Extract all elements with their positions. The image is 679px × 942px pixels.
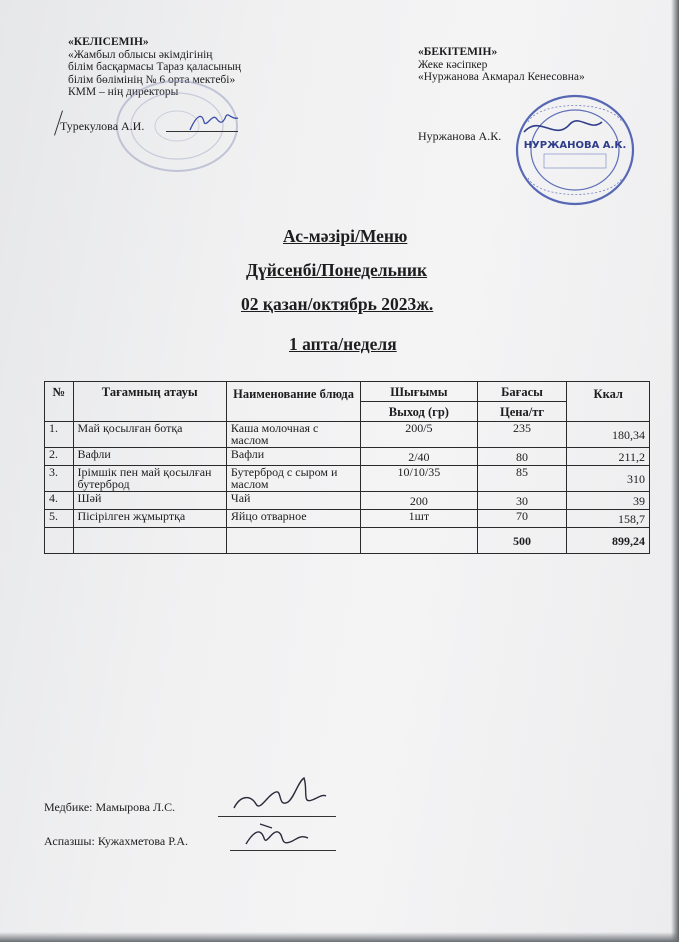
cell-no: 2.	[45, 448, 74, 466]
approval-left-line: КММ – нің директоры	[68, 86, 179, 98]
cell-output: 1шт	[361, 510, 477, 528]
cell-output: 10/10/35	[361, 466, 477, 492]
approval-right-heading: «БЕКІТЕМІН»	[418, 46, 498, 58]
table-row	[45, 492, 650, 510]
cell-no: 4.	[45, 492, 74, 510]
cell-name-ru: Чай	[226, 492, 360, 510]
cell-name-ru: Бутерброд с сыром и маслом	[226, 466, 360, 492]
total-price: 500	[477, 528, 567, 554]
cell-no: 1.	[45, 422, 74, 448]
header-output-ru: Выход (гр)	[361, 402, 477, 422]
table-row	[45, 448, 650, 466]
cell-price: 80	[477, 448, 567, 466]
cell-output: 200/5	[361, 422, 477, 448]
header-kcal: Ккал	[567, 382, 650, 422]
cell-kcal: 158,7	[567, 510, 650, 528]
cell-empty	[73, 528, 226, 554]
approval-left-line: білім бөлімінің № 6 орта мектебі»	[68, 73, 236, 86]
cell-name-kz: Май қосылған ботқа	[73, 422, 226, 448]
cell-output: 2/40	[361, 448, 477, 466]
table-row	[45, 422, 650, 448]
signature-nurse	[228, 774, 328, 818]
header-output-kz: Шығымы	[361, 382, 477, 402]
cell-name-kz: Пісірілген жұмыртқа	[73, 510, 226, 528]
page-edge-shadow	[671, 0, 679, 942]
approval-left-signer: Турекулова А.И.	[60, 119, 145, 133]
cell-name-ru: Вафли	[226, 448, 360, 466]
cell-kcal: 180,34	[567, 422, 650, 448]
cell-price: 30	[477, 492, 567, 510]
cell-price: 70	[477, 510, 567, 528]
cell-price: 235	[477, 422, 567, 448]
cell-empty	[45, 528, 74, 554]
title-week: 1 апта/неделя	[289, 334, 397, 354]
cell-output: 200	[361, 492, 477, 510]
signature-cook	[238, 816, 318, 852]
cell-no: 5.	[45, 510, 74, 528]
header-no: №	[45, 382, 74, 422]
table-header-row	[45, 382, 650, 402]
cell-name-ru: Яйцо отварное	[226, 510, 360, 528]
cook-signature-label: Аспазшы: Кужахметова Р.А.	[44, 834, 189, 848]
cell-name-kz: Шәй	[73, 492, 226, 510]
cell-price: 85	[477, 466, 567, 492]
menu-table	[44, 381, 650, 554]
table-total-row	[45, 528, 650, 554]
signature-left	[186, 108, 242, 136]
cell-kcal: 39	[567, 492, 650, 510]
cell-kcal: 211,2	[567, 448, 650, 466]
approval-right-block	[418, 46, 638, 84]
cell-no: 3.	[45, 466, 74, 492]
total-kcal: 899,24	[567, 528, 650, 554]
approval-left-line: білім басқармасы Тараз қаласының	[68, 61, 242, 73]
cell-empty	[361, 528, 477, 554]
header-price-kz: Бағасы	[477, 382, 567, 402]
header-price-ru: Цена/тг	[477, 402, 567, 422]
stamp-right	[510, 92, 640, 212]
cell-kcal: 310	[567, 466, 650, 492]
cell-name-kz: Вафли	[73, 448, 226, 466]
nurse-signature-label: Медбике: Мамырова Л.С.	[44, 800, 176, 814]
title-menu: Ас-мәзірі/Меню	[283, 226, 408, 246]
approval-left-heading: «КЕЛІСЕМІН»	[68, 36, 149, 48]
table-row	[45, 466, 650, 492]
title-date: 02 қазан/октябрь 2023ж.	[241, 294, 434, 314]
page-edge-shadow	[0, 932, 679, 942]
approval-left-line: «Жамбыл облысы әкімдігінің	[68, 48, 213, 61]
header-name-kz: Тағамның атауы	[73, 382, 226, 422]
approval-right-signer: Нуржанова А.К.	[418, 129, 502, 143]
header-name-ru: Наименование блюда	[226, 382, 360, 422]
approval-right-line: «Нуржанова Акмарал Кенесовна»	[418, 71, 585, 83]
title-day: Дүйсенбі/Понедельник	[246, 260, 428, 280]
approval-right-line: Жеке кәсіпкер	[418, 58, 488, 71]
table-row	[45, 510, 650, 528]
stamp-right-text: НУРЖАНОВА А.К.	[523, 140, 627, 151]
cell-name-ru: Каша молочная с маслом	[226, 422, 360, 448]
cell-empty	[226, 528, 360, 554]
cell-name-kz: Ірімшік пен май қосылған бутерброд	[73, 466, 226, 492]
